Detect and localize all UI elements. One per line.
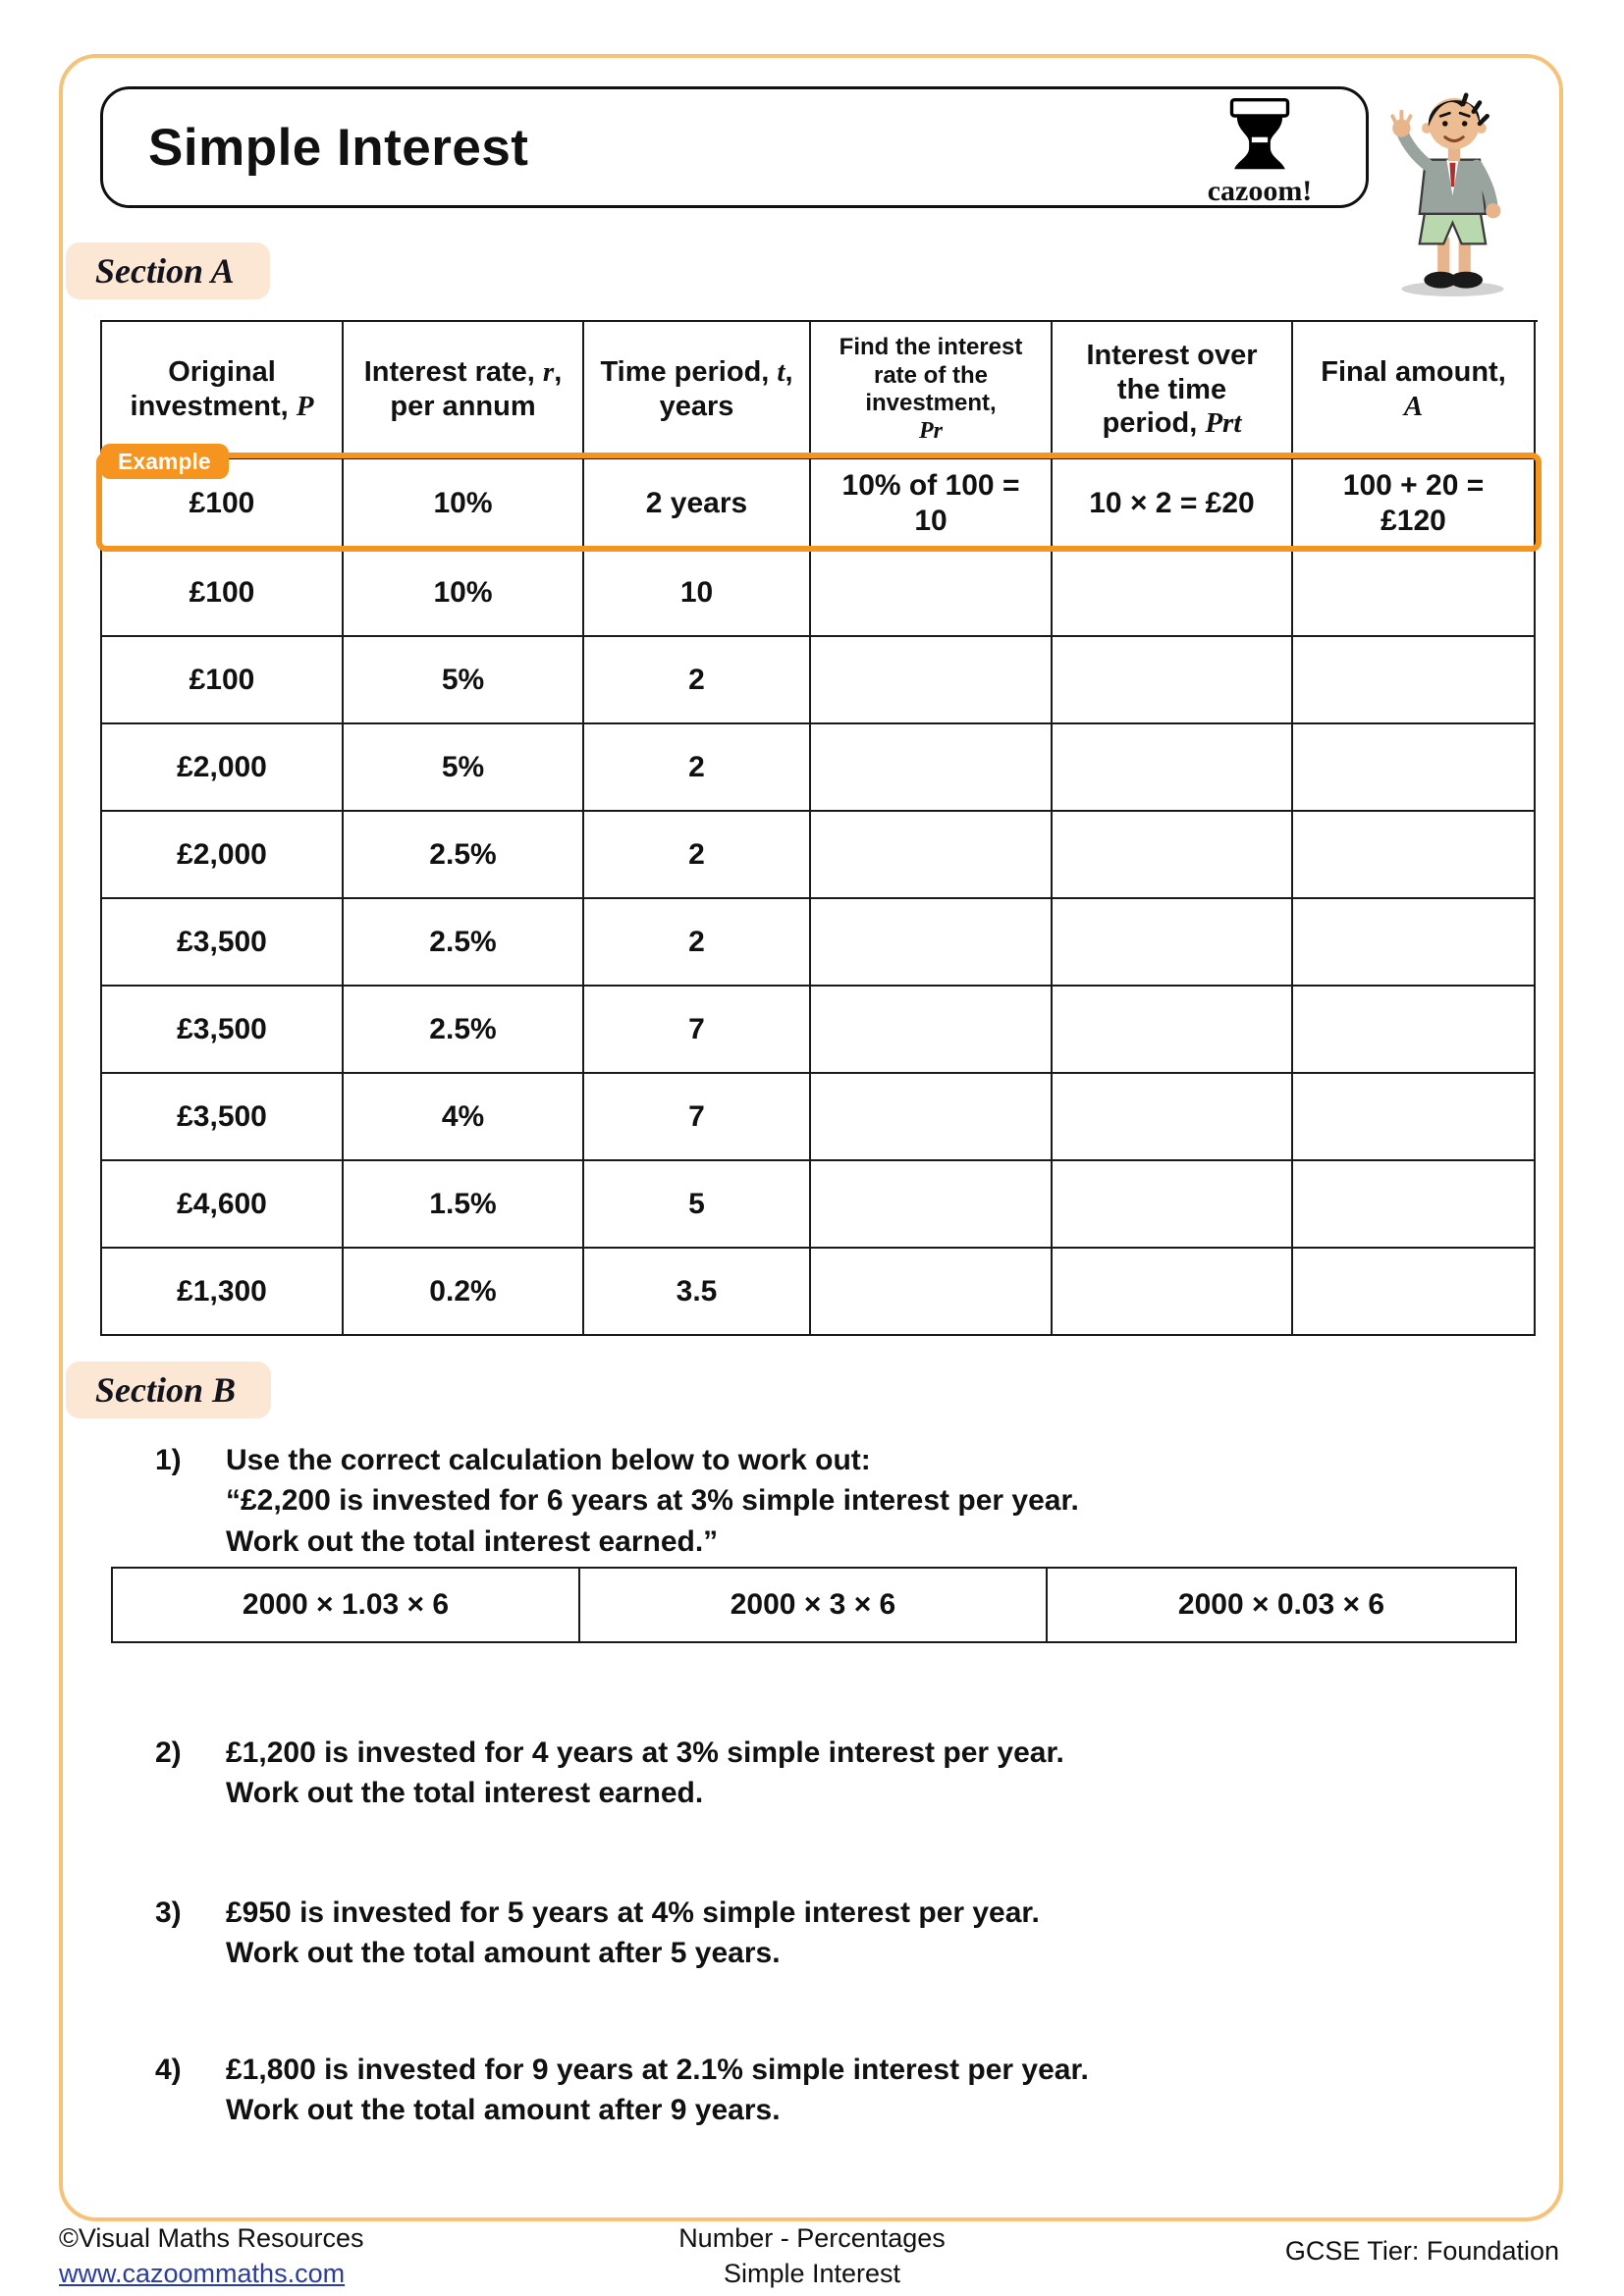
- answer-cell: [811, 812, 1053, 899]
- value-cell: 2.5%: [344, 987, 584, 1074]
- answer-cell: [1293, 724, 1536, 812]
- value-cell: £3,500: [102, 987, 344, 1074]
- answer-cell: [1293, 987, 1536, 1074]
- cazoom-logo: [1191, 97, 1328, 208]
- example-cell: 10%: [344, 459, 584, 550]
- value-cell: 10%: [344, 550, 584, 637]
- example-cell: 100 + 20 = £120: [1293, 459, 1536, 550]
- answer-cell: [1293, 1249, 1536, 1336]
- section-a-label: Section A: [66, 242, 270, 299]
- website-link[interactable]: www.cazoommaths.com: [59, 2259, 346, 2289]
- column-header: Time period, t, years: [584, 322, 811, 459]
- column-header: Original investment, P: [102, 322, 344, 459]
- answer-cell: [1053, 1249, 1293, 1336]
- value-cell: 7: [584, 987, 811, 1074]
- value-cell: £1,300: [102, 1249, 344, 1336]
- answer-cell: [811, 1161, 1053, 1249]
- answer-cell: [1293, 899, 1536, 987]
- value-cell: 2: [584, 812, 811, 899]
- title-box: [100, 86, 1369, 208]
- option-cell: 2000 × 3 × 6: [580, 1569, 1048, 1641]
- answer-cell: [1053, 987, 1293, 1074]
- answer-cell: [811, 637, 1053, 724]
- value-cell: £4,600: [102, 1161, 344, 1249]
- subtopic-text: Simple Interest: [723, 2259, 901, 2289]
- answer-cell: [1293, 1161, 1536, 1249]
- answer-cell: [811, 724, 1053, 812]
- topic-text: Number - Percentages: [678, 2223, 946, 2253]
- value-cell: 2: [584, 899, 811, 987]
- answer-cell: [1053, 899, 1293, 987]
- answer-cell: [1053, 550, 1293, 637]
- cazoom-logo-text: cazoom!: [1207, 175, 1313, 207]
- question-number: 3): [155, 1896, 182, 1929]
- answer-cell: [1293, 1074, 1536, 1161]
- answer-cell: [811, 550, 1053, 637]
- value-cell: 1.5%: [344, 1161, 584, 1249]
- question-number: 2): [155, 1736, 182, 1769]
- question-number: 1): [155, 1444, 182, 1476]
- answer-cell: [1293, 812, 1536, 899]
- example-cell: 10 × 2 = £20: [1053, 459, 1293, 550]
- question-line: Use the correct calculation below to work out:: [226, 1444, 871, 1476]
- simple-interest-table: [100, 320, 1538, 1336]
- question-line: Work out the total amount after 5 years.: [226, 1937, 781, 1970]
- value-cell: 2: [584, 724, 811, 812]
- question-line: £950 is invested for 5 years at 4% simple interest per year.: [226, 1896, 1040, 1929]
- copyright-text: ©Visual Maths Resources: [59, 2223, 364, 2253]
- value-cell: 2.5%: [344, 899, 584, 987]
- example-cell: 2 years: [584, 459, 811, 550]
- question-number: 4): [155, 2054, 182, 2086]
- answer-cell: [1053, 724, 1293, 812]
- question-line: £1,200 is invested for 4 years at 3% simple interest per year.: [226, 1736, 1064, 1769]
- question-1: [155, 1440, 1079, 1562]
- answer-cell: [811, 1249, 1053, 1336]
- answer-cell: [1293, 637, 1536, 724]
- answer-cell: [1053, 637, 1293, 724]
- section-b-label: Section B: [66, 1362, 271, 1418]
- schoolboy-illustration: [1380, 79, 1532, 296]
- answer-cell: [1293, 550, 1536, 637]
- question-3: [155, 1893, 1040, 1974]
- hourglass-drum-icon: [1218, 159, 1301, 176]
- value-cell: 5%: [344, 724, 584, 812]
- value-cell: £2,000: [102, 812, 344, 899]
- value-cell: £3,500: [102, 899, 344, 987]
- answer-cell: [1053, 1161, 1293, 1249]
- column-header: Final amount, A: [1293, 322, 1536, 459]
- value-cell: 4%: [344, 1074, 584, 1161]
- value-cell: £100: [102, 550, 344, 637]
- question-line: Work out the total interest earned.”: [226, 1524, 719, 1558]
- tier-text: GCSE Tier: Foundation: [1284, 2236, 1559, 2266]
- value-cell: 2: [584, 637, 811, 724]
- page-title: Simple Interest: [148, 118, 529, 177]
- option-cell: 2000 × 1.03 × 6: [113, 1569, 580, 1641]
- value-cell: 2.5%: [344, 812, 584, 899]
- value-cell: 5: [584, 1161, 811, 1249]
- example-badge: Example: [100, 444, 229, 479]
- answer-cell: [811, 1074, 1053, 1161]
- value-cell: 5%: [344, 637, 584, 724]
- question-line: £1,800 is invested for 9 years at 2.1% simple interest per year.: [226, 2054, 1089, 2086]
- question-line: Work out the total interest earned.: [226, 1777, 704, 1810]
- question-line: Work out the total amount after 9 years.: [226, 2094, 781, 2127]
- answer-cell: [1053, 812, 1293, 899]
- question-4: [155, 2050, 1089, 2131]
- answer-cell: [1053, 1074, 1293, 1161]
- value-cell: £2,000: [102, 724, 344, 812]
- column-header: Interest over the time period, Prt: [1053, 322, 1293, 459]
- example-cell: 10% of 100 = 10: [811, 459, 1053, 550]
- value-cell: 7: [584, 1074, 811, 1161]
- value-cell: 3.5: [584, 1249, 811, 1336]
- answer-cell: [811, 987, 1053, 1074]
- value-cell: £3,500: [102, 1074, 344, 1161]
- section-a-table: [100, 320, 1538, 1336]
- calculation-options-table: [111, 1567, 1517, 1643]
- value-cell: 0.2%: [344, 1249, 584, 1336]
- example-cell: £100: [102, 459, 344, 550]
- value-cell: £100: [102, 637, 344, 724]
- value-cell: 10: [584, 550, 811, 637]
- column-header: Interest rate, r, per annum: [344, 322, 584, 459]
- option-cell: 2000 × 0.03 × 6: [1177, 1588, 1385, 1621]
- question-line: “£2,200 is invested for 6 years at 3% simple interest per year.: [226, 1484, 1079, 1518]
- question-2: [155, 1733, 1064, 1814]
- column-header: Find the interest rate of the investment, Pr: [811, 322, 1053, 459]
- answer-cell: [811, 899, 1053, 987]
